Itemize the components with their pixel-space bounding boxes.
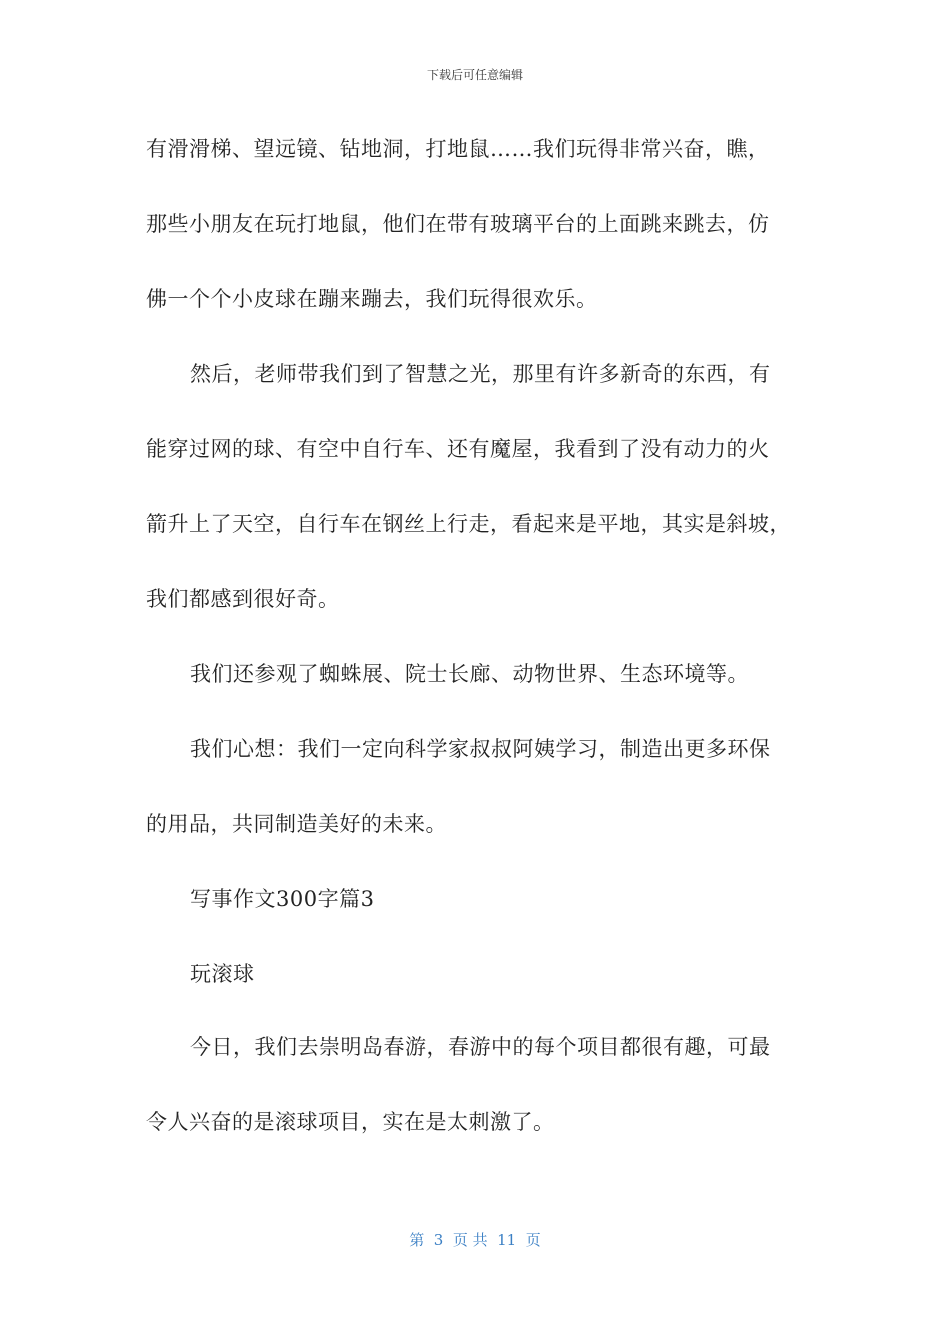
section-heading: 写事作文300字篇3 (190, 887, 375, 911)
body-line: 我们都感到很好奇。 (146, 587, 340, 611)
essay-title: 玩滚球 (190, 962, 255, 986)
body-line: 令人兴奋的是滚球项目，实在是太刺激了。 (146, 1110, 555, 1134)
body-line: 能穿过网的球、有空中自行车、还有魔屋，我看到了没有动力的火 (146, 437, 770, 461)
body-line: 那些小朋友在玩打地鼠，他们在带有玻璃平台的上面跳来跳去，仿 (146, 212, 770, 236)
paragraph-start-line: 然后，老师带我们到了智慧之光，那里有许多新奇的东西，有 (190, 362, 771, 386)
body-line: 箭升上了天空，自行车在钢丝上行走，看起来是平地，其实是斜坡， (146, 512, 791, 536)
paragraph-start-line: 今日，我们去崇明岛春游，春游中的每个项目都很有趣，可最 (190, 1035, 771, 1059)
body-line: 有滑滑梯、望远镜、钻地洞，打地鼠……我们玩得非常兴奋，瞧， (146, 137, 770, 161)
page-footer: 第 3 页 共 11 页 (409, 1231, 541, 1249)
body-line: 佛一个个小皮球在蹦来蹦去，我们玩得很欢乐。 (146, 287, 598, 311)
page-header: 下载后可任意编辑 (426, 68, 523, 82)
body-line: 的用品，共同制造美好的未来。 (146, 812, 447, 836)
paragraph-start-line: 我们心想：我们一定向科学家叔叔阿姨学习，制造出更多环保 (190, 737, 771, 761)
paragraph-start-line: 我们还参观了蜘蛛展、院士长廊、动物世界、生态环境等。 (190, 662, 749, 686)
